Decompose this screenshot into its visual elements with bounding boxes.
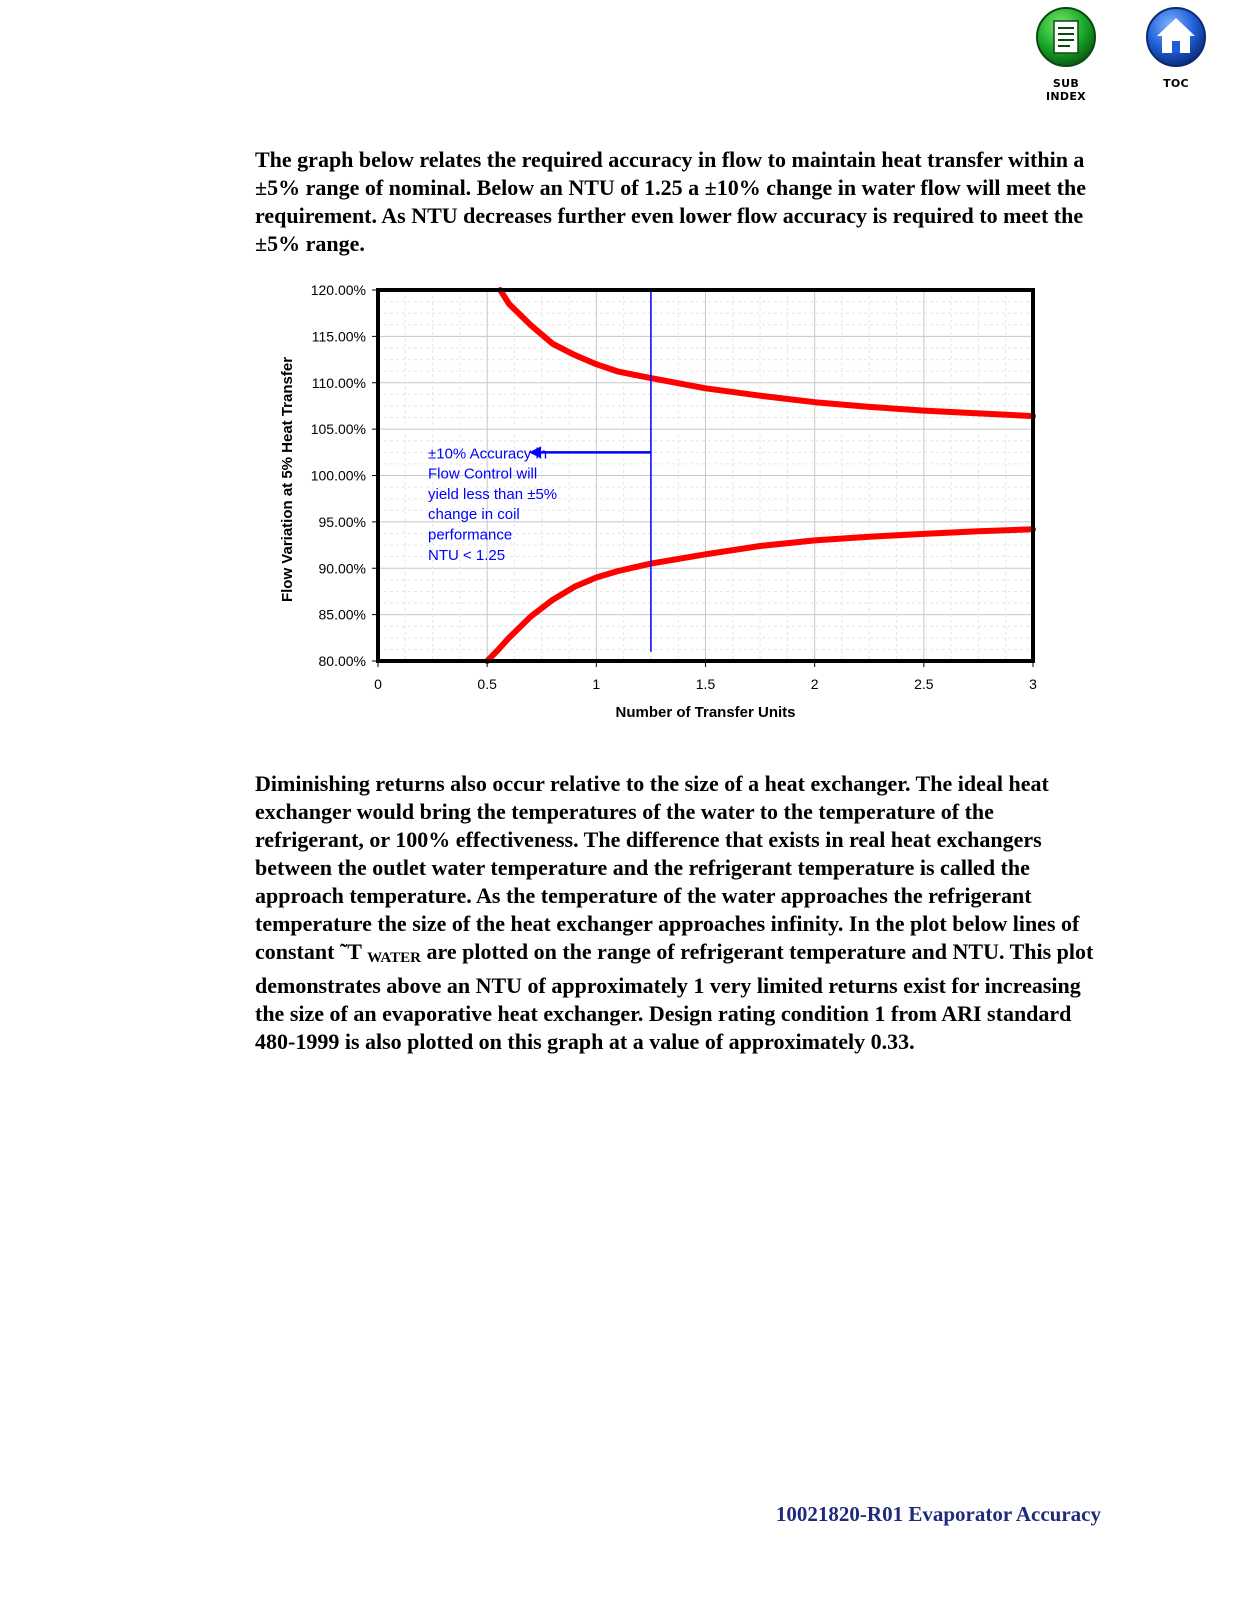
sub-index-button[interactable] <box>1031 6 1101 103</box>
document-list-icon <box>1035 6 1097 68</box>
annotation-line: ±10% Accuracy in <box>428 445 548 463</box>
y-tick-label: 110.00% <box>311 374 366 391</box>
annotation-line: performance <box>428 526 513 544</box>
y-tick-labels <box>311 282 378 669</box>
x-tick-label: 1.5 <box>695 676 716 692</box>
y-tick-label: 105.00% <box>310 421 366 438</box>
x-axis-title: Number of Transfer Units <box>615 704 796 721</box>
y-tick-label: 90.00% <box>318 560 366 577</box>
y-tick-label: 80.00% <box>318 653 366 669</box>
series-line-1 <box>500 290 1033 416</box>
body-paragraph <box>255 770 1105 1056</box>
annotation-line: yield less than ±5% <box>428 485 558 503</box>
chart-marker <box>529 290 651 652</box>
x-tick-label: 2 <box>810 676 819 692</box>
y-tick-label: 85.00% <box>318 606 366 623</box>
y-tick-label: 95.00% <box>318 513 366 530</box>
y-tick-label: 100.00% <box>310 467 366 484</box>
y-tick-label: 120.00% <box>310 282 366 298</box>
body-text-part: are plotted on the range of refrigerant temperature and NTU. This plot demonstrates above an NTU of approximately 1 very limited returns exist for increasing the size of an evaporative heat exchanger. Design rating condition 1 from ARI standard 480-1999 is also plotted on this graph at a value of approximately 0.33. <box>255 939 1094 1054</box>
x-tick-label: 0 <box>374 676 382 692</box>
x-tick-labels <box>374 661 1037 692</box>
annotation-line: Flow Control will <box>428 465 538 483</box>
y-tick-label: 115.00% <box>311 328 366 345</box>
water-subscript: WATER <box>367 950 421 966</box>
home-icon <box>1145 6 1207 68</box>
toc-button[interactable] <box>1141 6 1211 90</box>
annotation-text <box>428 445 561 564</box>
document-footer: 10021820-R01 Evaporator Accuracy <box>775 1502 1101 1526</box>
toc-label: TOC <box>1163 77 1189 90</box>
flow-variation-chart <box>270 280 1060 730</box>
x-tick-label: 1 <box>592 676 601 692</box>
x-tick-label: 0.5 <box>477 676 497 692</box>
annotation-line: NTU < 1.25 <box>428 546 506 564</box>
annotation-line: change in coil <box>428 506 520 524</box>
sub-index-label: SUB INDEX <box>1046 77 1086 103</box>
y-axis-title: Flow Variation at 5% Heat Transfer <box>279 356 296 603</box>
x-tick-label: 2.5 <box>914 676 934 692</box>
body-text-part: Diminishing returns also occur relative to the size of a heat exchanger. The ideal heat exchanger would bring the temperatures of the water to the temperature of the refrigerant, or 100% effectiveness. The difference that exists in real heat exchangers between the outlet water temperature and the refrigerant temperature is called the approach temperature. As the temperature of the water approaches the refrigerant temperature the size of the heat exchanger approaches infinity. In the plot below lines of constant ˜T <box>255 771 1080 964</box>
intro-paragraph: The graph below relates the required accuracy in flow to maintain heat transfer within a ±5% range of nominal. Below an NTU of 1.25 a ±10% change in water flow will meet the requirement. As NTU decreases further even lower flow accuracy is required to meet the ±5% range. <box>255 147 1086 256</box>
x-tick-label: 3 <box>1029 676 1037 692</box>
